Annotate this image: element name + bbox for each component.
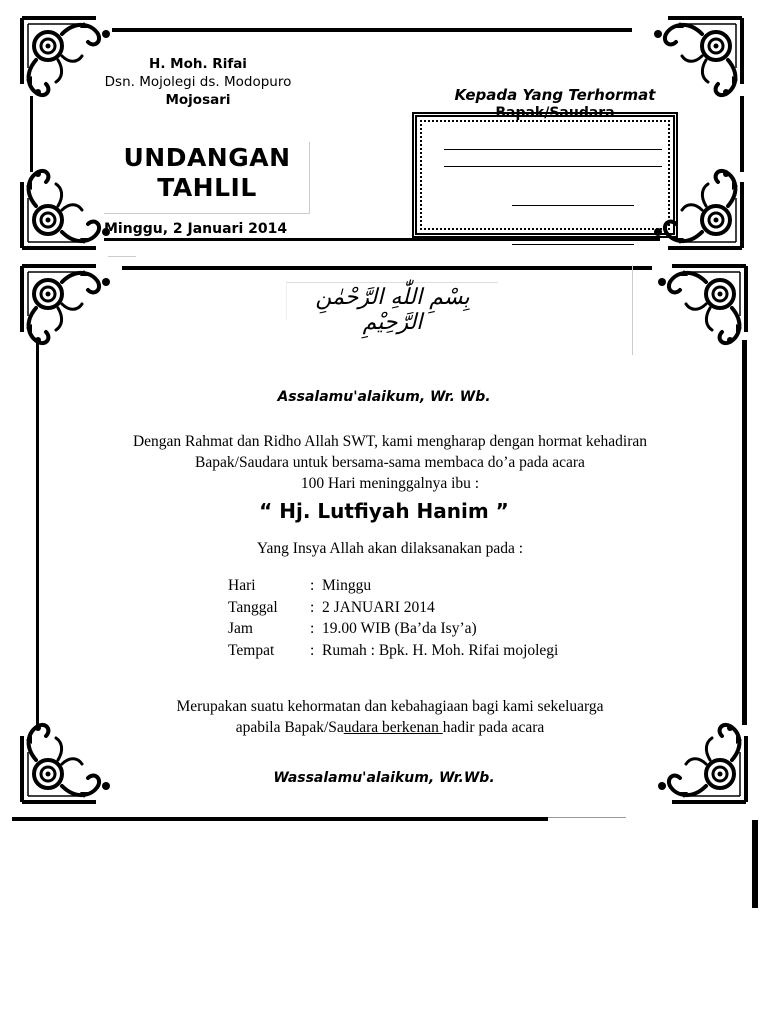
corner-ornament-top-left-lower xyxy=(18,168,114,252)
closing-line-2 xyxy=(60,717,720,738)
address-line-4 xyxy=(512,244,634,245)
title-line-1: UNDANGAN xyxy=(123,143,291,172)
bismillah-text: بِسْمِ اللّٰهِ الرَّحْمٰنِ الرَّحِيْمِ xyxy=(315,285,470,335)
closing-line-2-c: hadir pada acara xyxy=(442,719,545,736)
detail-label: Jam xyxy=(228,620,253,637)
detail-value: Rumah : Bpk. H. Moh. Rifai mojolegi xyxy=(322,641,559,659)
recipient-heading xyxy=(420,86,690,122)
recipient-heading-text: Kepada Yang Terhormat xyxy=(454,86,656,104)
envelope-right-border xyxy=(740,96,744,172)
detail-sep: : xyxy=(310,620,315,637)
event-details xyxy=(228,575,558,661)
invitation-title xyxy=(104,143,310,203)
detail-value: 2 JANUARI 2014 xyxy=(322,598,435,616)
address-line-3 xyxy=(512,205,634,206)
envelope-bottom-border xyxy=(104,238,660,241)
guide-line xyxy=(632,265,633,355)
corner-ornament-letter-top-right xyxy=(654,262,750,346)
detail-row-day xyxy=(228,575,558,597)
closing-line-2-a: apabila Bapak/Sa xyxy=(235,719,344,736)
detail-sep: : xyxy=(310,577,315,594)
recipient-sub: Bapak/Saudara xyxy=(495,105,615,121)
letter-top-border xyxy=(122,266,652,270)
letter-bottom-border xyxy=(12,817,548,821)
detail-value: Minggu xyxy=(322,577,372,594)
detail-value: 19.00 WIB (Ba’da Isy’a) xyxy=(322,620,477,637)
address-line-2 xyxy=(444,166,662,167)
bismillah-calligraphy xyxy=(286,282,498,335)
closing-greeting: Wassalamu'alaikum, Wr.Wb. xyxy=(273,770,495,786)
envelope-left-border xyxy=(30,96,33,172)
sender-town: Mojosari xyxy=(165,92,231,108)
address-line-1 xyxy=(444,149,662,150)
intro-line-2: Bapak/Saudara untuk bersama-sama membaca do’a pada acara xyxy=(195,454,585,471)
schedule-intro: Yang Insya Allah akan dilaksanakan pada : xyxy=(256,540,524,557)
envelope-date: Minggu, 2 Januari 2014 xyxy=(104,221,288,237)
letter-bottom-border-faint xyxy=(548,817,626,818)
detail-row-time xyxy=(228,618,558,640)
intro-line-1: Dengan Rahmat dan Ridho Allah SWT, kami mengharap dengan hormat kehadiran xyxy=(132,433,648,450)
closing-line-2-underlined: udara berkenan xyxy=(343,719,443,736)
detail-row-date xyxy=(228,597,558,619)
sender-name: H. Moh. Rifai xyxy=(149,56,247,72)
detail-label: Tanggal xyxy=(228,598,278,616)
corner-ornament-letter-top-left xyxy=(18,262,114,346)
sender-address: Dsn. Mojolegi ds. Modopuro xyxy=(104,74,292,90)
detail-label: Tempat xyxy=(228,641,275,659)
detail-sep: : xyxy=(310,641,315,659)
deceased-name: “ Hj. Lutfiyah Hanim ” xyxy=(259,499,509,523)
intro-paragraph xyxy=(60,431,720,494)
detail-sep: : xyxy=(310,598,315,616)
closing-line-1: Merupakan suatu kehormatan dan kebahagiaan bagi kami sekeluarga xyxy=(176,698,604,715)
guide-line-left xyxy=(108,256,136,257)
title-line-2: TAHLIL xyxy=(157,173,257,202)
detail-row-place xyxy=(228,640,558,662)
closing-paragraph xyxy=(60,696,720,738)
detail-label: Hari xyxy=(228,577,256,594)
intro-line-3: 100 Hari meninggalnya ibu : xyxy=(300,475,480,492)
opening-greeting: Assalamu'alaikum, Wr. Wb. xyxy=(277,389,491,405)
sender-block xyxy=(88,55,308,109)
letter-right-tail xyxy=(752,820,758,908)
envelope-top-border xyxy=(112,28,632,32)
recipient-address-frame xyxy=(412,112,678,238)
